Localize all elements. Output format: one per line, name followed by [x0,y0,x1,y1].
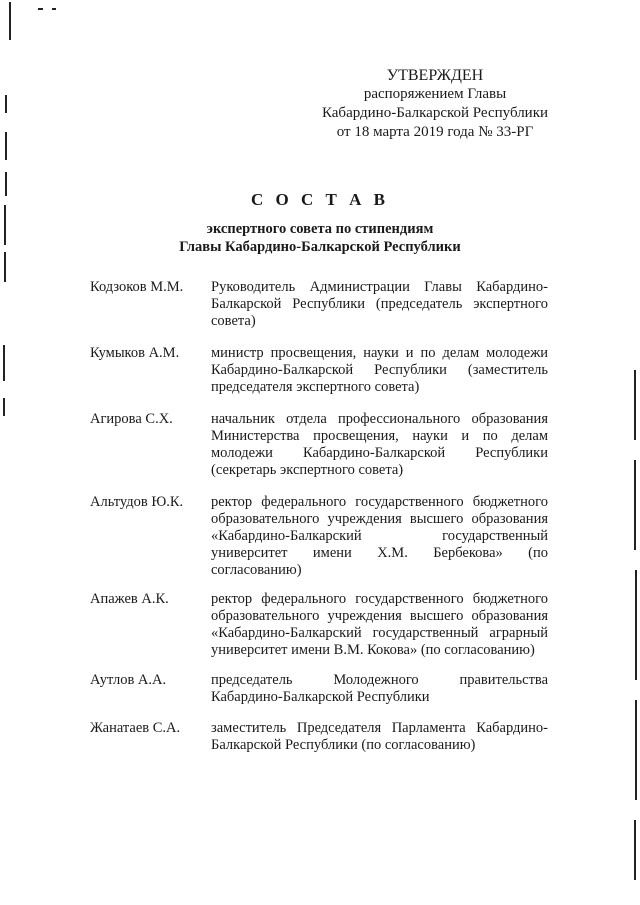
approval-line: Кабардино-Балкарской Республики [321,105,549,121]
member-name: Кумыков А.М. [90,345,180,361]
approval-line: от 18 марта 2019 года № 33-РГ [336,124,534,140]
member-role: министр просвещения, науки и по делам молодежи Кабардино-Балкарской Республики (заместитель председателя экспертного совета) [211,345,548,395]
scan-edge-mark [5,132,7,160]
document-title [80,190,560,256]
scan-edge-mark [3,398,5,416]
member-role: ректор федерального государственного бюджетного образовательного учреждения высшего образования «Кабардино-Балкарский государственный университет имени Х.М. Бербекова» (по согласованию) [211,494,548,578]
member-name: Агирова С.Х. [90,411,173,427]
scan-edge-mark [5,172,7,196]
member-role: ректор федерального государственного бюджетного образовательного учреждения высшего образования «Кабардино-Балкарский государственный аграрный университет имени В.М. Кокова» (по согласованию) [211,591,548,658]
title-heading: С О С Т А В [251,190,389,209]
member-role: начальник отдела профессионального образования Министерства просвещения, науки и по делам молодежи Кабардино-Балкарской Республики (секретарь экспертного совета) [211,411,548,478]
scan-edge-mark [634,460,636,550]
scan-edge-mark [3,345,5,381]
member-name: Аутлов А.А. [90,672,167,688]
scan-edge-mark [4,205,6,245]
scan-edge-mark [4,252,6,282]
member-name: Жанатаев С.А. [90,720,181,736]
approval-block [310,66,560,142]
scan-edge-mark [9,2,11,40]
scan-edge-mark [635,700,637,800]
scan-edge-mark [38,8,43,10]
title-line: Главы Кабардино-Балкарской Республики [179,239,461,255]
member-name: Альтудов Ю.К. [90,494,184,510]
scan-edge-mark [634,370,636,440]
member-name: Кодзоков М.М. [90,279,184,295]
member-name: Апажев А.К. [90,591,169,607]
member-role: Руководитель Администрации Главы Кабардино-Балкарской Республики (председатель экспертного совета) [211,279,548,329]
member-role: заместитель Председателя Парламента Кабардино-Балкарской Республики (по согласованию) [211,720,548,753]
member-role: председатель Молодежного правительства Кабардино-Балкарской Республики [211,672,548,705]
scan-edge-mark [634,820,636,880]
approval-line: распоряжением Главы [363,86,507,102]
scan-edge-mark [52,8,56,10]
scan-edge-mark [635,570,637,680]
title-line: экспертного совета по стипендиям [206,221,434,237]
approval-heading: УТВЕРЖДЕН [386,67,484,84]
scan-edge-mark [5,95,7,113]
